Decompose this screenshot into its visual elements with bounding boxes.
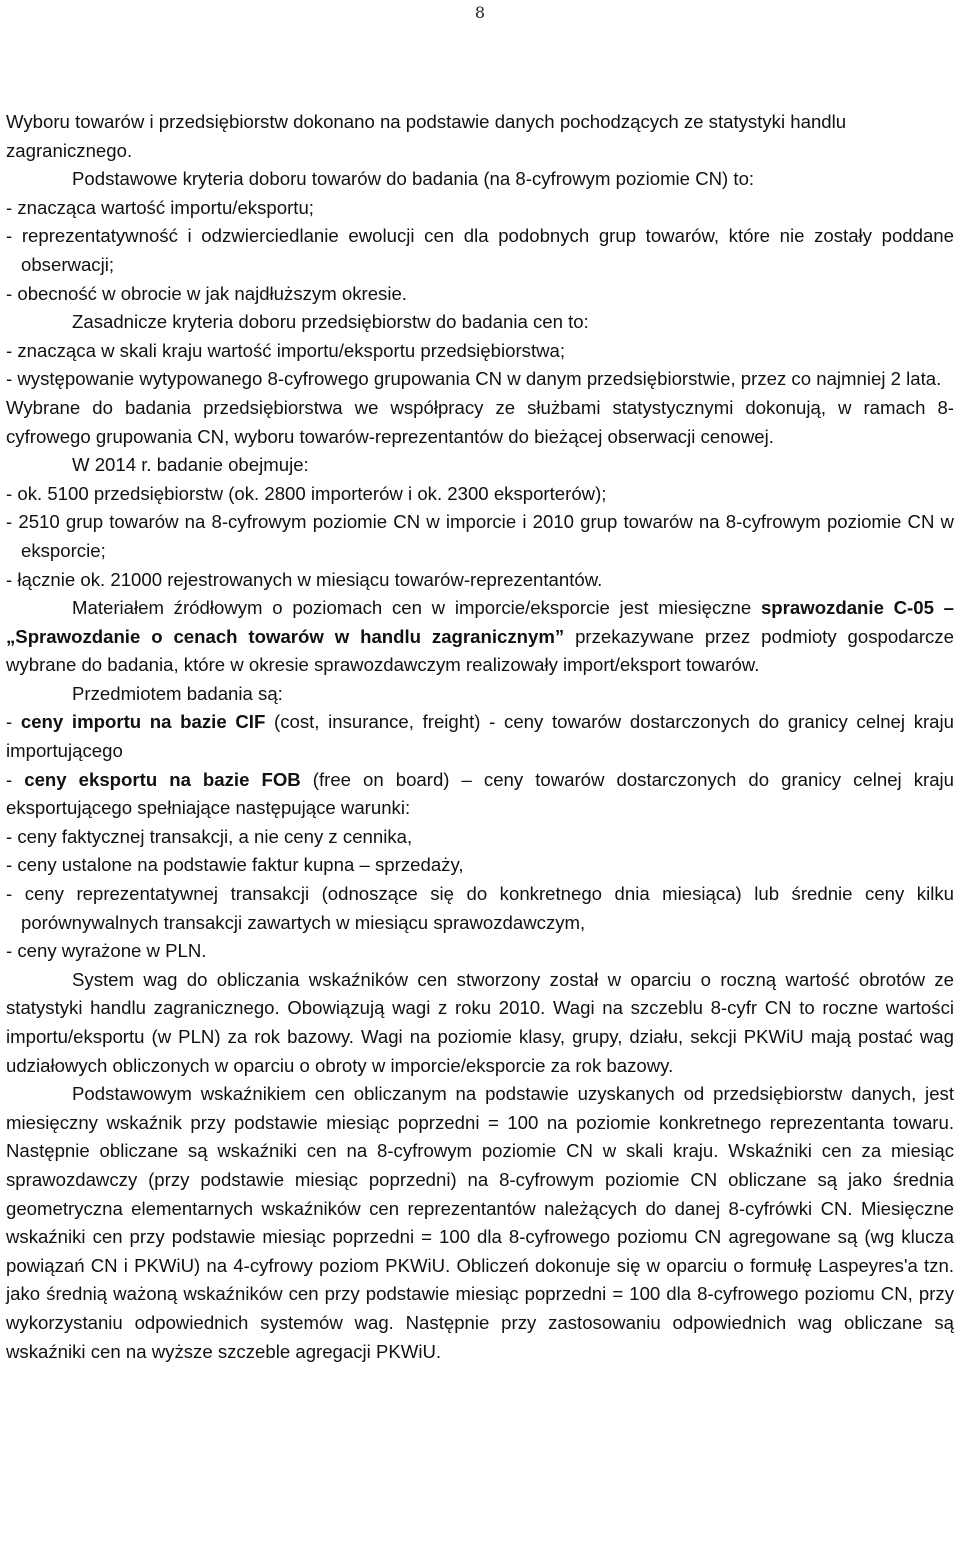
paragraph-text: przekazywane przez podmioty gospodarcze wybrane do badania, które w okresie sprawozdawczym realizowały import/eksport towarów. [6, 625, 954, 676]
list-item-text: - znacząca wartość importu/eksportu; [6, 196, 314, 218]
paragraph-text: Podstawowym wskaźnikiem cen obliczanym na podstawie uzyskanych od przedsiębiorstw danych, jest miesięczny wskaźnik przy podstawie miesiąc poprzedni = 100 na poziomie konkretnego reprezentanta towaru. Następnie obliczane są wskaźniki cen na 8-cyfrowym poziomie CN w skali kraju. Wskaźniki cen za miesiąc sprawozdawczy (przy podstawie miesiąc poprzedni) na 8-cyfrowym poziomie CN obliczane są jako średnia geometryczna elementarnych wskaźników cen reprezentantów należących do danej 8-cyfrówki CN. Miesięczne wskaźniki cen przy podstawie miesiąc poprzedni = 100 dla 8-cyfrowego poziomu CN agregowane są (wg klucza powiązań CN i PKWiU) na 4-cyfrowy poziom PKWiU. Obliczeń dokonuje się w oparciu o formułę Laspeyres'a tzn. jako średnią ważoną wskaźników cen przy podstawie miesiąc poprzedni = 100 dla 8-cyfrowego poziomu CN, przy wykorzystaniu odpowiednich systemów wag. Następnie przy zastosowaniu odpowiednich wag obliczane są wskaźniki cen na wyższe szczeble agregacji PKWiU. [6, 1083, 954, 1362]
paragraph-text: Podstawowe kryteria doboru towarów do badania (na 8-cyfrowym poziomie CN) to: [72, 168, 755, 190]
report-title: sprawozdanie C-05 – „Sprawozdanie o cenach towarów w handlu zagranicznym” [6, 597, 955, 647]
list-item-text: - ceny wyrażone w PLN. [6, 940, 207, 962]
paragraph-text: Zasadnicze kryteria doboru przedsiębiorstw do badania cen to: [72, 311, 589, 333]
document-body [6, 108, 954, 1366]
import-prices-term: ceny importu na bazie CIF [20, 711, 266, 733]
export-prices-term: ceny eksportu na bazie FOB [24, 768, 301, 790]
list-item-text: - ceny faktycznej transakcji, a nie ceny z cennika, [6, 825, 413, 847]
list-item-import-prices [6, 708, 954, 765]
list-item [6, 508, 954, 565]
paragraph-scope-heading [6, 451, 954, 480]
list-item-text: - ceny reprezentatywnej transakcji (odnoszące się do konkretnego dnia miesiąca) lub średnie ceny kilku porównywalnych transakcji zawartych w miesiącu sprawozdawczym, [6, 883, 954, 933]
list-dash: - [6, 711, 21, 733]
list-item [6, 937, 954, 966]
page-number: 8 [474, 3, 486, 22]
list-item-text: - łącznie ok. 21000 rejestrowanych w miesiącu towarów-reprezentantów. [6, 568, 603, 590]
list-item-text: - znacząca w skali kraju wartość importu/eksportu przedsiębiorstwa; [6, 339, 566, 361]
paragraph-subject-heading [6, 680, 954, 709]
list-item [6, 880, 954, 937]
list-item-text: - ok. 5100 przedsiębiorstw (ok. 2800 importerów i ok. 2300 eksporterów); [6, 482, 607, 504]
paragraph-text: Wyboru towarów i przedsiębiorstw dokonano na podstawie danych pochodzących ze statystyki handlu zagranicznego. [6, 111, 847, 161]
paragraph-text: Materiałem źródłowym o poziomach cen w imporcie/eksporcie jest miesięczne [72, 597, 761, 619]
list-item [6, 566, 954, 595]
paragraph-goods-criteria-heading [6, 165, 954, 194]
list-item-text: - ceny ustalone na podstawie faktur kupna – sprzedaży, [6, 854, 464, 876]
list-item [6, 823, 954, 852]
list-item-text: - 2510 grup towarów na 8-cyfrowym poziomie CN w imporcie i 2010 grup towarów na 8-cyfrowym poziomie CN w eksporcie; [6, 511, 954, 561]
list-item [6, 365, 954, 394]
list-item [6, 480, 954, 509]
list-item-text: - reprezentatywność i odzwierciedlanie ewolucji cen dla podobnych grup towarów, które nie zostały poddane obserwacji; [6, 225, 954, 275]
list-item-text: - obecność w obrocie w jak najdłuższym okresie. [6, 282, 407, 304]
list-item [6, 222, 954, 279]
list-dash: - [6, 768, 25, 790]
list-item-text: (free on board) – ceny towarów dostarczonych do granicy celnej kraju eksportującego spełniające następujące warunki: [6, 768, 955, 819]
list-item [6, 337, 954, 366]
paragraph-text: Przedmiotem badania są: [72, 682, 283, 704]
paragraph-intro [6, 108, 954, 165]
paragraph-weights [6, 966, 954, 1080]
paragraph-text: System wag do obliczania wskaźników cen stworzony został w oparciu o roczną wartość obrotów ze statystyki handlu zagranicznego. Obowiązują wagi z roku 2010. Wagi na szczeblu 8-cyfr CN to roczne wartości importu/eksportu (w PLN) za rok bazowy. Wagi na poziomie klasy, grupy, działu, sekcji PKWiU mają postać wag udziałowych obliczonych w oparciu o obroty w imporcie/eksporcie za rok bazowy. [6, 968, 954, 1076]
paragraph-source-material [6, 594, 954, 680]
list-item-text: - występowanie wytypowanego 8-cyfrowego grupowania CN w danym przedsiębiorstwie, przez co najmniej 2 lata. [6, 368, 942, 390]
list-item [6, 280, 954, 309]
list-item [6, 194, 954, 223]
paragraph-company-criteria-heading [6, 308, 954, 337]
list-item [6, 851, 954, 880]
list-item-export-prices [6, 766, 954, 823]
paragraph-text: W 2014 r. badanie obejmuje: [72, 454, 309, 476]
paragraph-selection [6, 394, 954, 451]
paragraph-text: Wybrane do badania przedsiębiorstwa we współpracy ze służbami statystycznymi dokonują, w ramach 8-cyfrowego grupowania CN, wyboru towarów-reprezentantów do bieżącej obserwacji cenowej. [6, 396, 954, 447]
paragraph-indices [6, 1080, 954, 1366]
list-item-text: (cost, insurance, freight) - ceny towarów dostarczonych do granicy celnej kraju importującego [6, 711, 954, 762]
